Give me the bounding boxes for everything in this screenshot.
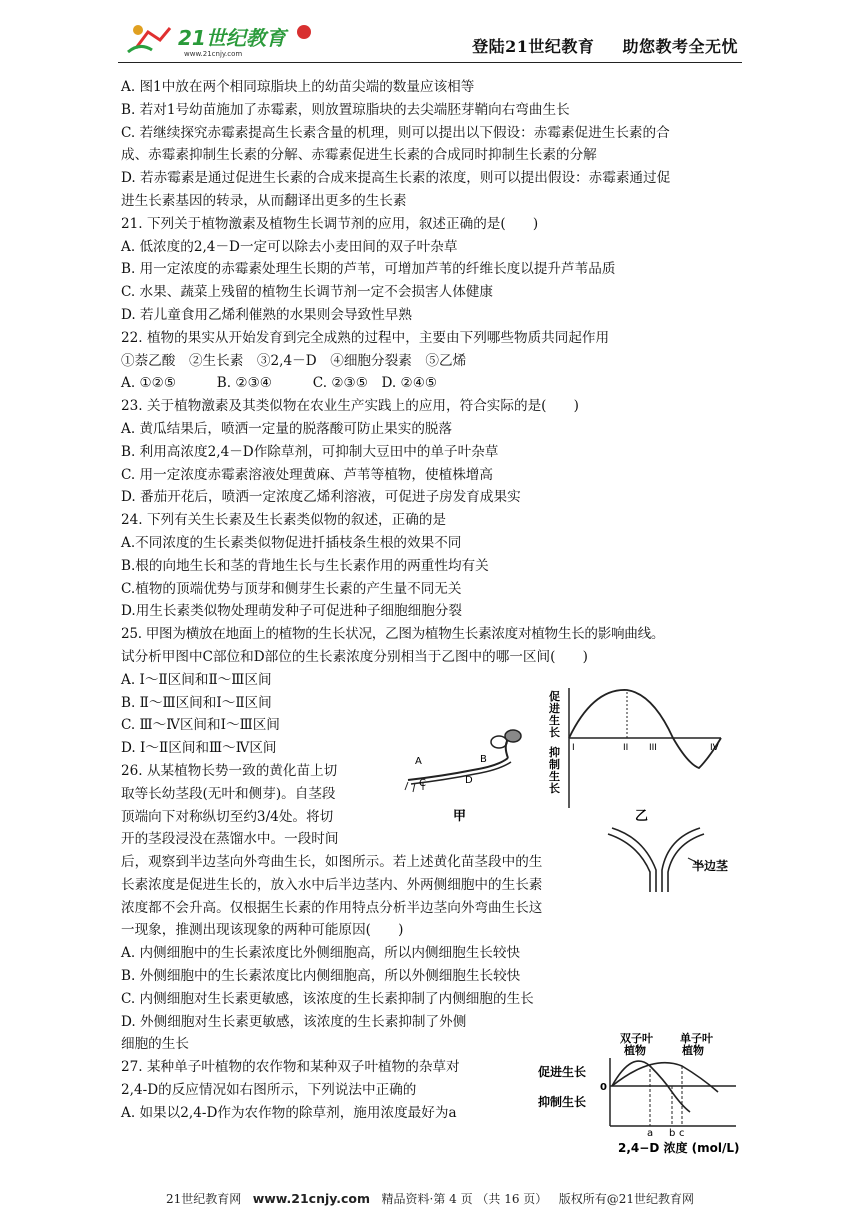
text-line: 成、赤霉素抑制生长素的分解、赤霉素促进生长素的合成同时抑制生长素的分解 [121, 147, 597, 164]
text-line: 一现象，推测出现该现象的两种可能原因( ) [121, 922, 404, 939]
text-line: A. 如果以2,4-D作为农作物的除草剂，施用浓度最好为a [121, 1104, 457, 1121]
curve-monocot [612, 1063, 718, 1092]
figure-24d-chart [532, 1030, 744, 1158]
text-line: C.植物的顶端优势与顶芽和侧芽生长素的产生量不同无关 [121, 580, 462, 597]
logo-text: 21世纪教育 [178, 26, 286, 50]
text-line: C. 用一定浓度赤霉素溶液处理黄麻、芦苇等植物，使植株增高 [121, 466, 493, 483]
figure-jia-yi [403, 680, 743, 830]
svg-text:进: 进 [549, 702, 560, 715]
header-slogan [450, 34, 738, 57]
text-line: 2,4-D的反应情况如右图所示，下列说法中正确的 [121, 1082, 417, 1099]
text-line: B. 外侧细胞中的生长素浓度比内侧细胞高，所以外侧细胞生长较快 [121, 968, 521, 985]
text-line: D. Ⅰ～Ⅱ区间和Ⅲ～Ⅳ区间 [121, 740, 277, 757]
footer-site: 21世纪教育网 [165, 1192, 242, 1206]
footer-page-info: 精品资料·第 4 页 （共 16 页） [381, 1192, 548, 1206]
text-line: D. 若儿童食用乙烯利催熟的水果则会导致性早熟 [121, 306, 412, 323]
svg-text:长: 长 [549, 782, 560, 795]
tick-c: c [679, 1128, 685, 1139]
question-23: 23. 关于植物激素及其类似物在农业生产实践上的应用，符合实际的是( ) [121, 398, 579, 415]
text-line: D. 外侧细胞对生长素更敏感，该浓度的生长素抑制了外侧 [121, 1013, 467, 1030]
document-body [121, 76, 741, 1125]
svg-text:抑: 抑 [549, 746, 560, 759]
text-line: C. 水果、蔬菜上残留的植物生长调节剂一定不会损害人体健康 [121, 284, 493, 301]
label-a: A [415, 756, 422, 767]
text-line: C. 若继续探究赤霉素提高生长素含量的机理，则可以提出以下假设：赤霉素促进生长素的合 [121, 124, 670, 141]
text-line: A. 图1中放在两个相同琼脂块上的幼苗尖端的数量应该相等 [121, 79, 475, 95]
leaf-icon [505, 730, 521, 742]
text-line: B. Ⅱ～Ⅲ区间和Ⅰ～Ⅱ区间 [121, 694, 272, 711]
logo-21cnjy [118, 18, 318, 60]
tick-ii: II [623, 743, 629, 753]
text-line: 细胞的生长 [121, 1036, 189, 1053]
x-label: 2,4−D 浓度 (mol/L) [618, 1141, 740, 1155]
y-label-top: 促进生长 [538, 1065, 587, 1079]
figure-split-stem [604, 820, 744, 895]
text-line: 开的茎段浸没在蒸馏水中。一段时间 [121, 831, 339, 848]
text-line: A. 低浓度的2,4－D一定可以除去小麦田间的双子叶杂草 [121, 238, 458, 255]
svg-text:0: 0 [600, 1082, 607, 1093]
text-line: C. Ⅲ～Ⅳ区间和Ⅰ～Ⅲ区间 [121, 717, 280, 734]
slogan-left: 登陆21世纪教育 [472, 37, 595, 56]
stem-label: 半边茎 [692, 859, 729, 873]
text-line: 浓度都不会升高。仅根据生长素的作用特点分析半边茎向外弯曲生长这 [121, 899, 543, 916]
label-d: D [465, 775, 473, 786]
logo-url: www.21cnjy.com [184, 50, 243, 58]
text-line: 后，观察到半边茎向外弯曲生长，如图所示。若上述黄化苗茎段中的生 [121, 854, 543, 871]
text-line: A. 内侧细胞中的生长素浓度比外侧细胞高，所以内侧细胞生长较快 [121, 945, 521, 962]
text-line: 顶端向下对称纵切至约3/4处。将切 [121, 808, 334, 825]
text-line: 试分析甲图中C部位和D部位的生长素浓度分别相当于乙图中的哪一区间( ) [121, 648, 588, 665]
svg-text:长: 长 [549, 726, 560, 739]
slogan-right: 助您教考全无忧 [622, 37, 738, 56]
question-25: 25. 甲图为横放在地面上的植物的生长状况，乙图为植物生长素浓度对植物生长的影响曲线。 [121, 626, 665, 643]
text-line: 进生长素基因的转录，从而翻译出更多的生长素 [121, 192, 407, 209]
svg-text:制: 制 [549, 758, 560, 771]
y-label-bottom: 抑制生长 [538, 1095, 587, 1109]
caption-jia: 甲 [453, 809, 467, 824]
svg-text:植物: 植物 [682, 1044, 704, 1057]
text-line: 取等长幼茎段(无叶和侧芽)。自茎段 [121, 785, 336, 802]
svg-text:植物: 植物 [624, 1044, 646, 1057]
text-line: A. ①②⑤ B. ②③④ C. ②③⑤ D. ②④⑤ [121, 375, 438, 392]
svg-text:生: 生 [549, 714, 560, 727]
tick-i: I [572, 743, 575, 753]
page-footer [0, 1190, 860, 1207]
text-line: B. 若对1号幼苗施加了赤霉素，则放置琼脂块的去尖端胚芽鞘向右弯曲生长 [121, 101, 570, 118]
curve-line [569, 690, 721, 768]
text-line: 长素浓度是促进生长的，放入水中后半边茎内、外两侧细胞中的生长素 [121, 876, 543, 893]
page-header [118, 18, 742, 63]
tick-iii: III [649, 743, 657, 753]
svg-text:生: 生 [549, 770, 560, 783]
text-line: A. 黄瓜结果后，喷洒一定量的脱落酸可防止果实的脱落 [121, 420, 453, 437]
label-c: C [419, 778, 426, 789]
text-line: B.根的向地生长和茎的背地生长与生长素作用的两重性均有关 [121, 557, 489, 574]
svg-text:促: 促 [549, 690, 560, 703]
text-line: D.用生长素类似物处理萌发种子可促进种子细胞细胞分裂 [121, 603, 462, 620]
question-27: 27. 某种单子叶植物的农作物和某种双子叶植物的杂草对 [121, 1059, 460, 1076]
text-line: D. 若赤霉素是通过促进生长素的合成来提高生长素的浓度，则可以提出假设：赤霉素通过促 [121, 170, 671, 187]
text-line: B. 利用高浓度2,4－D作除草剂，可抑制大豆田中的单子叶杂草 [121, 443, 499, 460]
text-line: A. Ⅰ～Ⅱ区间和Ⅱ～Ⅲ区间 [121, 671, 272, 688]
question-22: 22. 植物的果实从开始发育到完全成熟的过程中，主要由下列哪些物质共同起作用 [121, 329, 610, 346]
growth-curve-chart [548, 688, 721, 824]
text-line: B. 用一定浓度的赤霉素处理生长期的芦苇，可增加芦苇的纤维长度以提升芦苇品质 [121, 261, 616, 278]
text-line: A.不同浓度的生长素类似物促进扦插枝条生根的效果不同 [121, 534, 462, 551]
tick-a: a [647, 1128, 654, 1139]
question-24: 24. 下列有关生长素及生长素类似物的叙述，正确的是 [121, 512, 447, 529]
footer-copyright: 版权所有@21世纪教育网 [558, 1192, 695, 1206]
text-line: C. 内侧细胞对生长素更敏感，该浓度的生长素抑制了内侧细胞的生长 [121, 990, 534, 1007]
series-dicot: 双子叶 [620, 1032, 653, 1045]
question-26: 26. 从某植物长势一致的黄化苗上切 [121, 762, 338, 779]
series-monocot: 单子叶 [680, 1032, 713, 1045]
text-line: ①萘乙酸 ②生长素 ③2,4－D ④细胞分裂素 ⑤乙烯 [121, 352, 467, 369]
tick-iv: IV [710, 743, 719, 753]
plant-diagram [405, 730, 521, 824]
tick-b: b [669, 1128, 676, 1139]
caption-yi: 乙 [635, 809, 649, 824]
label-b: B [480, 754, 487, 765]
question-21: 21. 下列关于植物激素及植物生长调节剂的应用，叙述正确的是( ) [121, 215, 539, 232]
text-line: D. 番茄开花后，喷洒一定浓度乙烯利溶液，可促进子房发育成果实 [121, 489, 521, 506]
footer-url[interactable]: www.21cnjy.com [252, 1191, 371, 1206]
